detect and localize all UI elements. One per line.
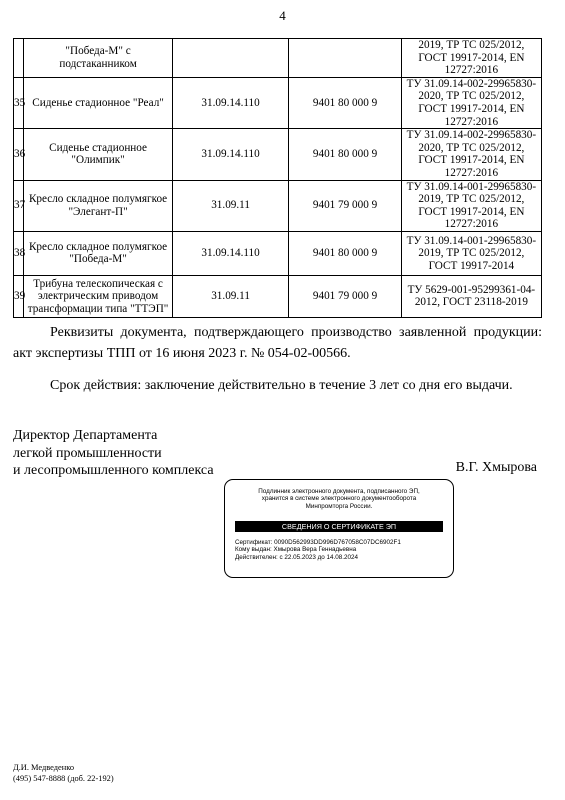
director-title: [13, 427, 214, 480]
row-number: 39: [14, 275, 24, 317]
validity-paragraph: Срок действия: заключение действительно в течение 3 лет со дня его выдачи.: [50, 378, 513, 393]
okpd-code: 31.09.14.110: [172, 129, 289, 180]
okpd-code: 31.09.14.110: [172, 77, 289, 128]
tnved-code: 9401 80 000 9: [289, 129, 401, 180]
signer-name: В.Г. Хмырова: [455, 460, 537, 475]
standards: ТУ 31.09.14-001-29965830-2019, ТР ТС 025/2012, ГОСТ 19917-2014, EN 12727:2016: [401, 180, 541, 231]
director-title-line: и лесопромышленного комплекса: [13, 463, 214, 478]
tnved-code: 9401 80 000 9: [289, 231, 401, 275]
table-row: [14, 231, 542, 275]
standards: ТУ 31.09.14-002-29965830-2020, ТР ТС 025/2012, ГОСТ 19917-2014, EN 12727:2016: [401, 129, 541, 180]
standards: ТУ 31.09.14-001-29965830-2019, ТР ТС 025/2012, ГОСТ 19917-2014: [401, 231, 541, 275]
table-row: [14, 275, 542, 317]
certificate-owner: Кому выдан: Хмырова Вера Геннадьевна: [235, 546, 357, 554]
standards: 2019, ТР ТС 025/2012, ГОСТ 19917-2014, EN 12727:2016: [401, 39, 541, 78]
stamp-certificate-header: СВЕДЕНИЯ О СЕРТИФИКАТЕ ЭП: [235, 521, 443, 532]
table-row: [14, 39, 542, 78]
product-name: Кресло складное полумягкое "Победа-М": [24, 231, 173, 275]
tnved-code: [289, 39, 401, 78]
product-name: Сиденье стадионное "Реал": [24, 77, 173, 128]
requisites-paragraph: Реквизиты документа, подтверждающего производство заявленной продукции: акт экспертизы ТПП от 16 июня 2023 г. № 054-02-00566.: [13, 325, 542, 361]
product-name: "Победа-М" с подстаканником: [24, 39, 173, 78]
product-name: Кресло складное полумягкое "Элегант-П": [24, 180, 173, 231]
table-row: [14, 180, 542, 231]
standards: ТУ 5629-001-95299361-04-2012, ГОСТ 23118-2019: [401, 275, 541, 317]
row-number: [14, 39, 24, 78]
electronic-signature-stamp: [224, 479, 454, 578]
standards: ТУ 31.09.14-002-29965830-2020, ТР ТС 025/2012, ГОСТ 19917-2014, EN 12727:2016: [401, 77, 541, 128]
okpd-code: 31.09.11: [172, 275, 289, 317]
certificate-number: Сертификат: 0090D562993DD996D767058C07DC6902F1: [235, 539, 401, 546]
director-title-line: Директор Департамента: [13, 428, 158, 443]
okpd-code: 31.09.14.110: [172, 231, 289, 275]
stamp-notice: [229, 488, 449, 510]
stamp-notice-line: Минпромторга России.: [305, 502, 373, 510]
row-number: 38: [14, 231, 24, 275]
stamp-certificate-details: [235, 539, 401, 561]
tnved-code: 9401 79 000 9: [289, 180, 401, 231]
director-title-line: легкой промышленности: [13, 445, 162, 461]
okpd-code: [172, 39, 289, 78]
row-number: 35: [14, 77, 24, 128]
table-row: [14, 77, 542, 128]
executor-name: Д.И. Медведенко: [13, 763, 75, 772]
table-row: [14, 129, 542, 180]
product-name: Трибуна телескопическая с электрическим приводом трансформации типа "ТТЭП": [24, 275, 173, 317]
row-number: 37: [14, 180, 24, 231]
stamp-notice-line: хранится в системе электронного документооборота: [261, 495, 417, 503]
executor-phone: (495) 547-8888 (доб. 22-192): [13, 773, 114, 783]
tnved-code: 9401 79 000 9: [289, 275, 401, 317]
tnved-code: 9401 80 000 9: [289, 77, 401, 128]
certificate-validity: Действителен: с 22.05.2023 до 14.08.2024: [235, 553, 359, 561]
executor-footer: [13, 763, 114, 784]
products-table: [13, 38, 542, 318]
page-number: 4: [279, 8, 286, 23]
product-name: Сиденье стадионное "Олимпик": [24, 129, 173, 180]
stamp-notice-line: Подлинник электронного документа, подписанного ЭП,: [258, 488, 420, 495]
okpd-code: 31.09.11: [172, 180, 289, 231]
row-number: 36: [14, 129, 24, 180]
